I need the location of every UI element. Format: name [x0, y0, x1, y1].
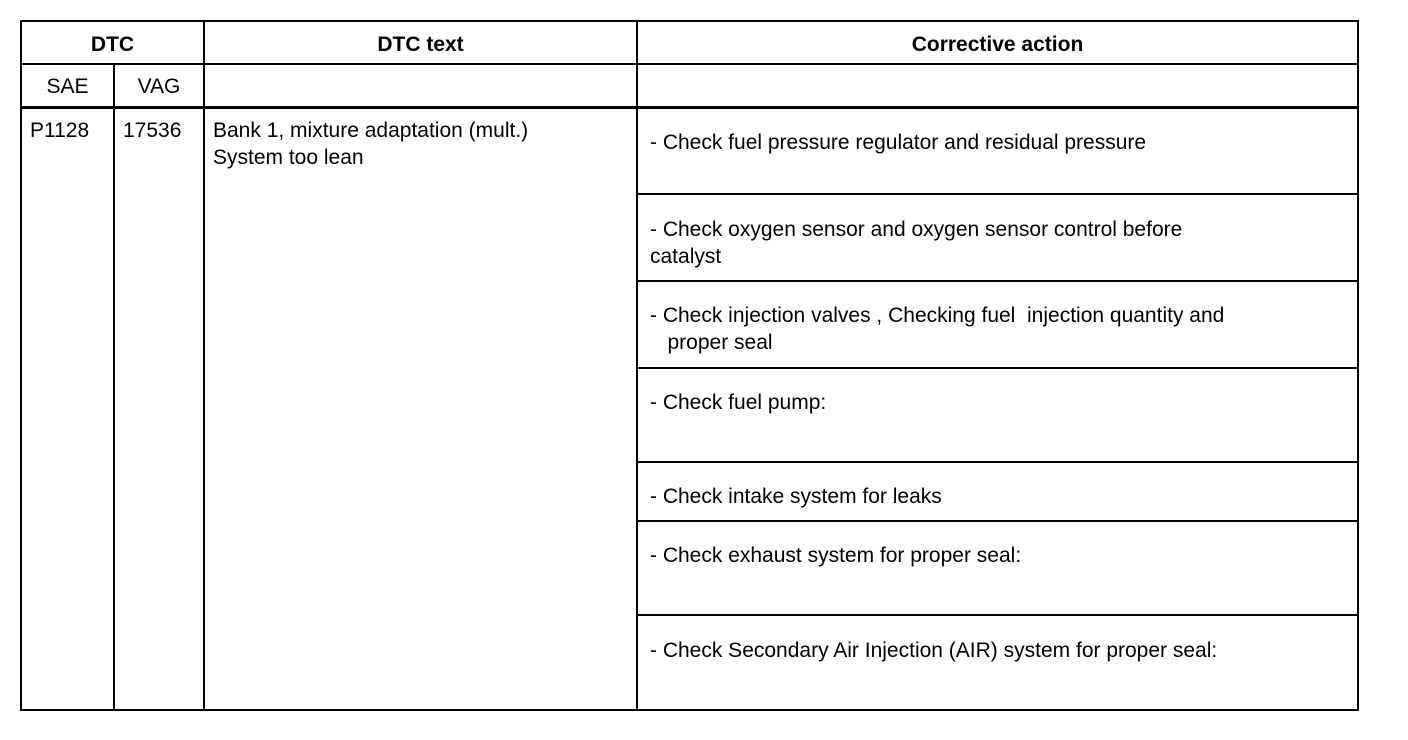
header-rule-1 [22, 63, 1357, 65]
header-dtc: DTC [90, 33, 135, 56]
action-3-line-1: - Check injection valves , Checking fuel injection quantity and [650, 304, 1225, 327]
header-rule-2 [22, 106, 1357, 109]
action-2-line-2: catalyst [650, 245, 722, 268]
action-rule-3 [638, 367, 1357, 369]
col-rule-sae-vag [113, 63, 115, 709]
header-corrective-action: Corrective action [911, 33, 1084, 56]
col-rule-action [636, 22, 638, 709]
action-6-line-1: - Check exhaust system for proper seal: [650, 544, 1022, 567]
action-rule-6 [638, 614, 1357, 616]
action-rule-1 [638, 193, 1357, 195]
action-4-line-1: - Check fuel pump: [650, 391, 827, 414]
action-7-line-1: - Check Secondary Air Injection (AIR) system for proper seal: [650, 639, 1218, 662]
action-5-line-1: - Check intake system for leaks [650, 485, 942, 508]
action-rule-2 [638, 280, 1357, 282]
action-1-line-1: - Check fuel pressure regulator and residual pressure [650, 131, 1147, 154]
header-sae: SAE [46, 75, 89, 98]
action-rule-4 [638, 461, 1357, 463]
action-rule-5 [638, 520, 1357, 522]
vag-code: 17536 [123, 119, 182, 142]
header-dtc-text: DTC text [377, 33, 464, 56]
col-rule-dtc-text [203, 22, 205, 709]
action-3-line-2: proper seal [650, 331, 773, 354]
dtc-table [20, 20, 1359, 711]
action-2-line-1: - Check oxygen sensor and oxygen sensor control before [650, 218, 1183, 241]
dtc-text-line-1: Bank 1, mixture adaptation (mult.) [213, 119, 529, 142]
sae-code: P1128 [30, 119, 90, 142]
dtc-text-line-2: System too lean [213, 146, 364, 169]
header-vag: VAG [137, 75, 181, 98]
